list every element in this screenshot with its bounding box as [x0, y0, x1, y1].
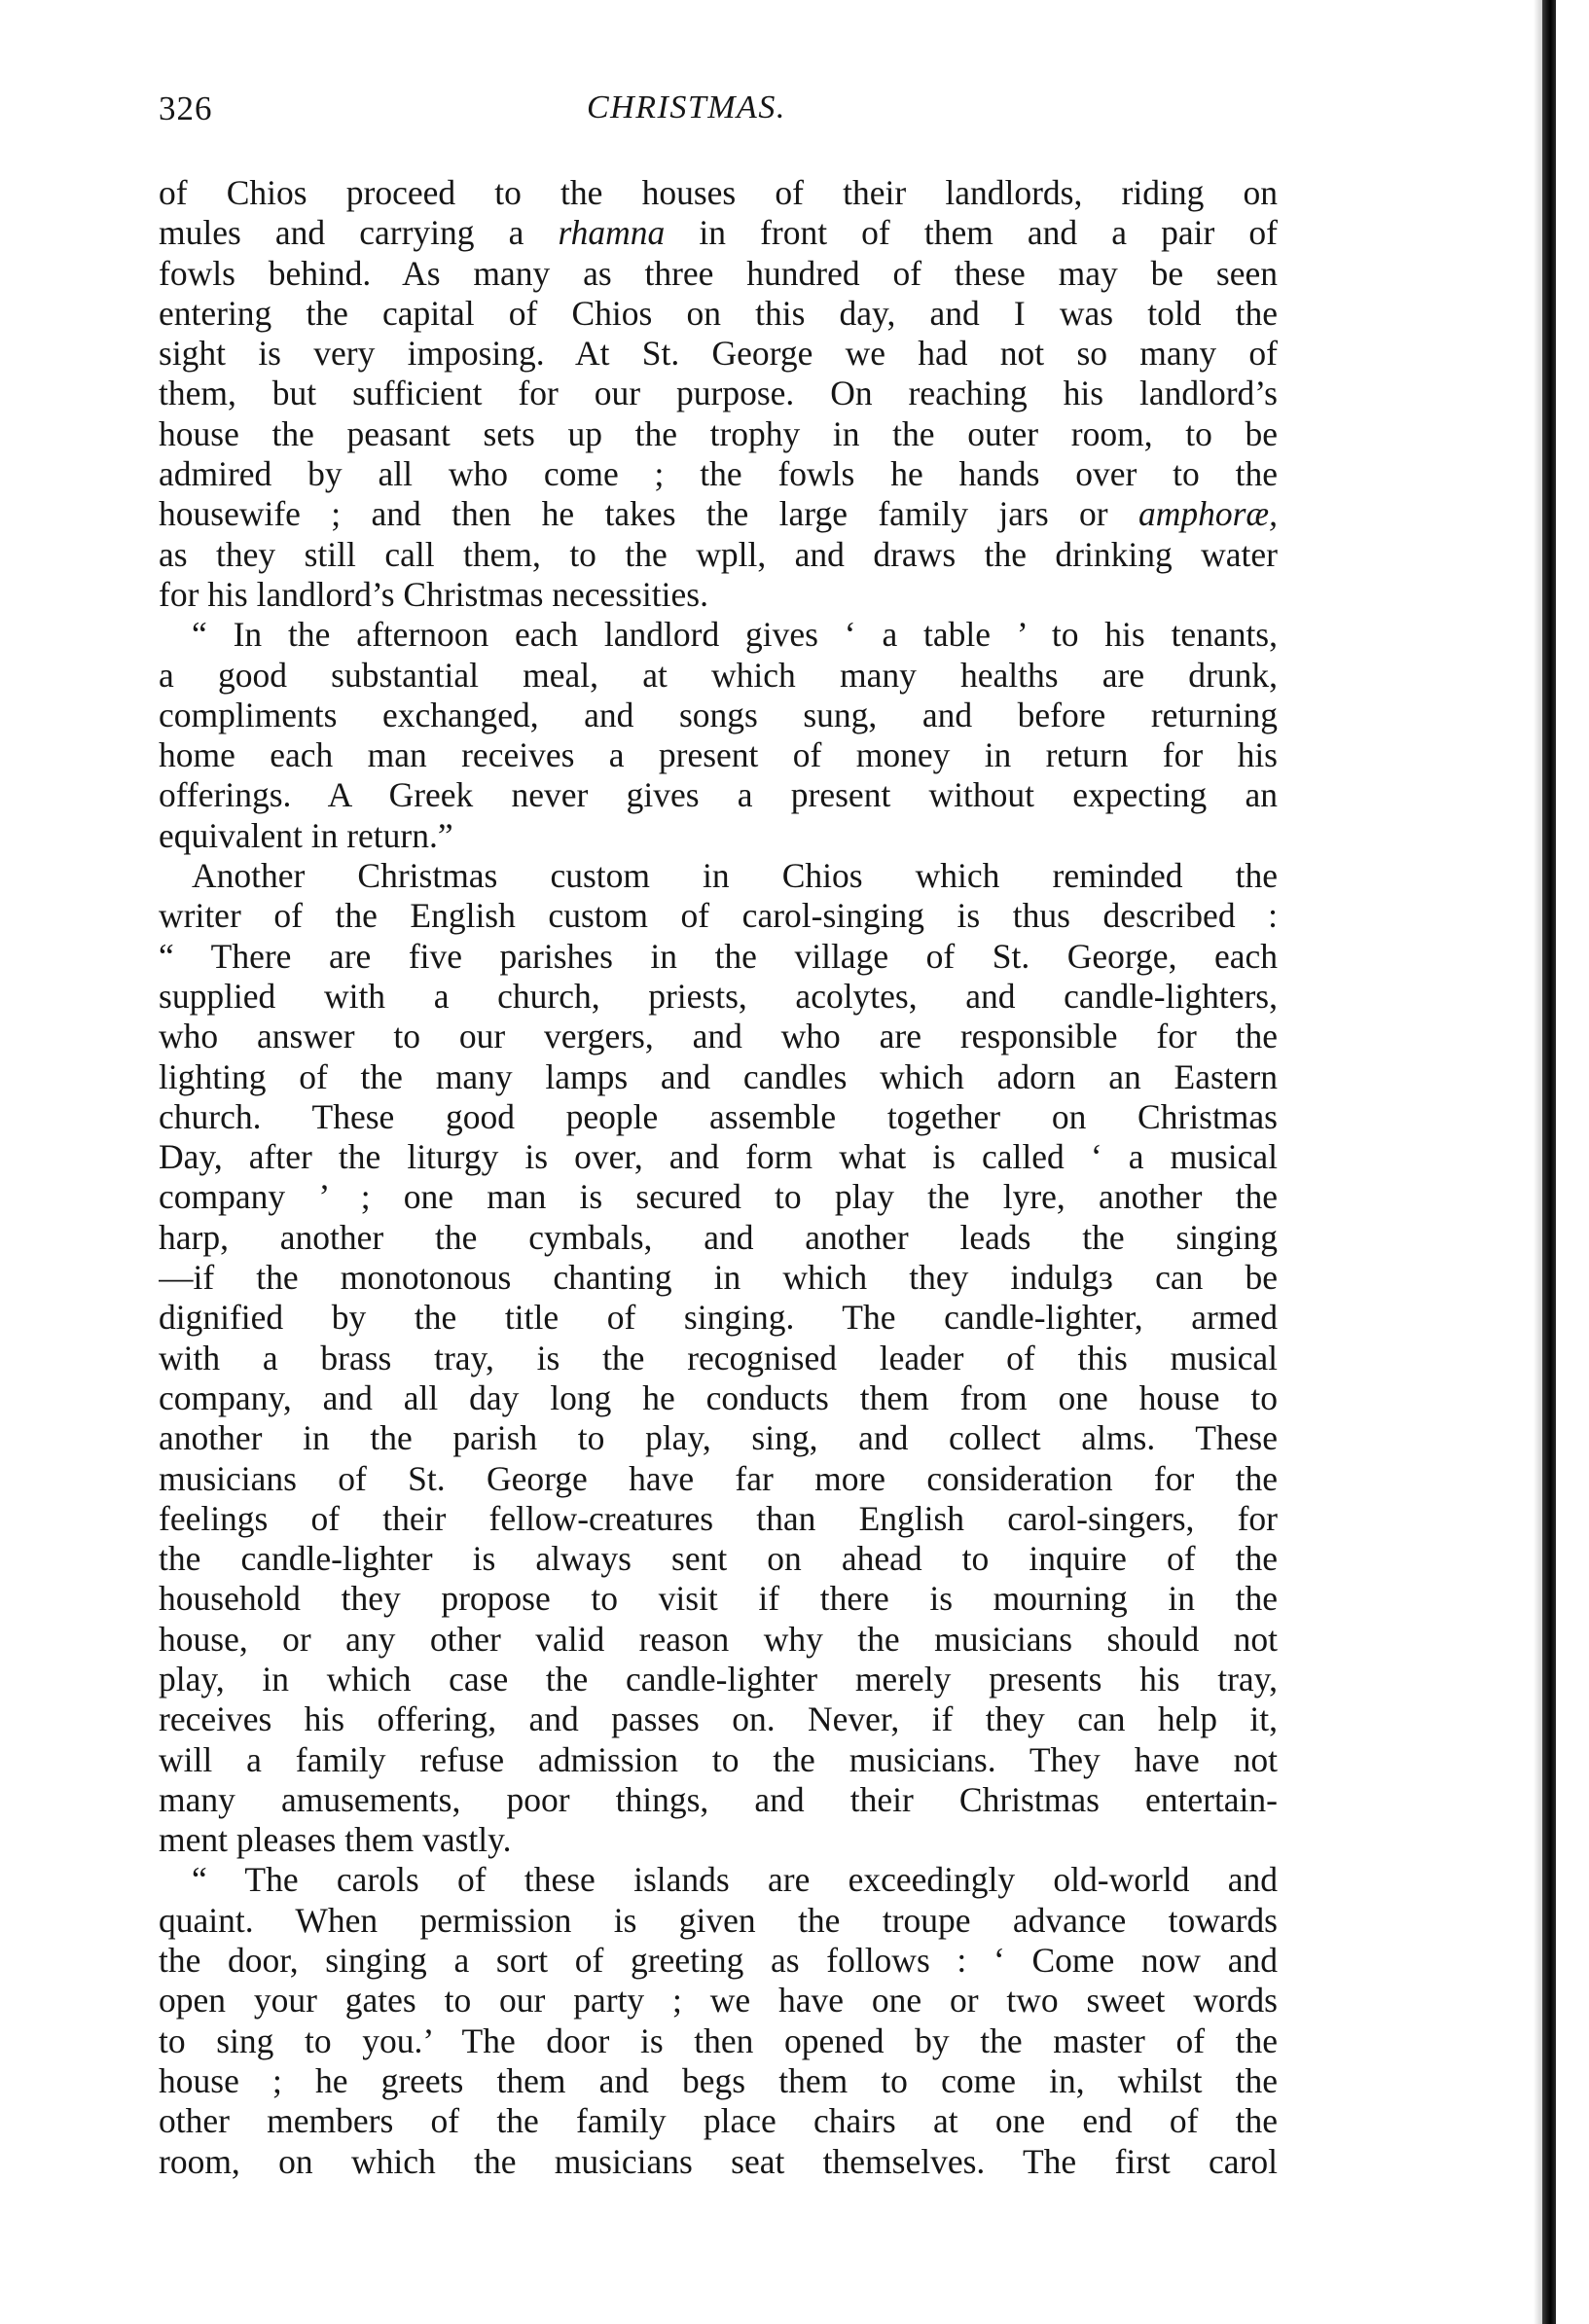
text-line: —if the monotonous chanting in which they indulgɜ can be: [159, 1258, 1278, 1298]
text-line: [159, 213, 1278, 253]
text-line: home each man receives a present of money in return for his: [159, 735, 1278, 775]
text-line: writer of the English custom of carol-singing is thus described :: [159, 896, 1278, 936]
text-line: compliments exchanged, and songs sung, and before returning: [159, 695, 1278, 734]
text-line: play, in which case the candle-lighter merely presents his tray,: [159, 1659, 1278, 1698]
text-line-part: mules and carrying a: [159, 213, 559, 253]
text-line: “ The carols of these islands are exceedingly old-world and: [192, 1860, 1278, 1900]
text-line: the candle-lighter is always sent on ahead to inquire of the: [159, 1539, 1278, 1579]
text-line: a good substantial meal, at which many healths are drunk,: [159, 655, 1278, 695]
text-line: musicians of St. George have far more consideration for the: [159, 1458, 1278, 1498]
text-line: company, and all day long he conducts them from one house to: [159, 1377, 1278, 1417]
italic-term-rhamna: rhamna: [558, 213, 666, 253]
text-line: admired by all who come ; the fowls he hands over to the: [159, 454, 1278, 494]
text-line: house the peasant sets up the trophy in the outer room, to be: [159, 413, 1278, 453]
text-line: for his landlord’s Christmas necessities.: [159, 574, 708, 614]
text-line: to sing to you.’ The door is then opened by the master of the: [159, 2020, 1278, 2060]
text-line: other members of the family place chairs at one end of the: [159, 2101, 1278, 2141]
text-line: [159, 494, 1278, 534]
body-text: [159, 173, 1278, 2182]
italic-term-amphorae: amphoræ,: [1138, 494, 1278, 534]
text-line: quaint. When permission is given the troupe advance towards: [159, 1900, 1278, 1940]
text-line: Another Christmas custom in Chios which reminded the: [192, 856, 1278, 896]
text-line: house, or any other valid reason why the musicians should not: [159, 1619, 1278, 1659]
text-line: receives his offering, and passes on. Never, if they can help it,: [159, 1699, 1278, 1739]
text-line: sight is very imposing. At St. George we had not so many of: [159, 334, 1278, 374]
text-line: supplied with a church, priests, acolytes, and candle-lighters,: [159, 976, 1278, 1016]
text-line: household they propose to visit if there is mourning in the: [159, 1579, 1278, 1619]
text-line: the door, singing a sort of greeting as follows : ‘ Come now and: [159, 1941, 1278, 1981]
text-line: lighting of the many lamps and candles which adorn an Eastern: [159, 1056, 1278, 1096]
scan-binding-edge: [1542, 0, 1556, 2324]
page-header: [159, 89, 1278, 138]
text-line-part: housewife ; and then he takes the large family jars or: [159, 494, 1138, 534]
text-line: fowls behind. As many as three hundred of these may be seen: [159, 253, 1278, 293]
text-line: as they still call them, to the wpll, and draws the drinking water: [159, 534, 1278, 574]
running-head: CHRISTMAS.: [587, 89, 786, 125]
text-line-part: in front of them and a pair of: [665, 213, 1278, 253]
text-line: Day, after the liturgy is over, and form what is called ‘ a musical: [159, 1137, 1278, 1177]
text-line: harp, another the cymbals, and another leads the singing: [159, 1217, 1278, 1257]
text-line: equivalent in return.”: [159, 815, 453, 855]
text-line: ment pleases them vastly.: [159, 1820, 512, 1860]
text-line: company ’ ; one man is secured to play the lyre, another the: [159, 1177, 1278, 1217]
text-line: of Chios proceed to the houses of their landlords, riding on: [159, 173, 1278, 212]
text-line: many amusements, poor things, and their Christmas entertain-: [159, 1779, 1278, 1819]
text-line: entering the capital of Chios on this day, and I was told the: [159, 293, 1278, 333]
text-line: will a family refuse admission to the musicians. They have not: [159, 1739, 1278, 1779]
text-line: “ There are five parishes in the village of St. George, each: [159, 936, 1278, 976]
text-line: feelings of their fellow-creatures than English carol-singers, for: [159, 1498, 1278, 1538]
text-line: with a brass tray, is the recognised leader of this musical: [159, 1338, 1278, 1377]
text-line: open your gates to our party ; we have one or two sweet words: [159, 1981, 1278, 2020]
text-line: who answer to our vergers, and who are responsible for the: [159, 1017, 1278, 1056]
text-line: “ In the afternoon each landlord gives ‘ a table ’ to his tenants,: [192, 615, 1278, 655]
text-line: church. These good people assemble together on Christmas: [159, 1096, 1278, 1136]
text-line: them, but sufficient for our purpose. On reaching his landlord’s: [159, 374, 1278, 413]
text-line: house ; he greets them and begs them to come in, whilst the: [159, 2060, 1278, 2100]
text-line: dignified by the title of singing. The candle-lighter, armed: [159, 1298, 1278, 1338]
text-line: another in the parish to play, sing, and collect alms. These: [159, 1418, 1278, 1458]
page-number: 326: [159, 89, 213, 127]
page-edge-shadow: [1534, 0, 1542, 2324]
text-line: room, on which the musicians seat themselves. The first carol: [159, 2141, 1278, 2181]
text-line: offerings. A Greek never gives a present without expecting an: [159, 775, 1278, 815]
